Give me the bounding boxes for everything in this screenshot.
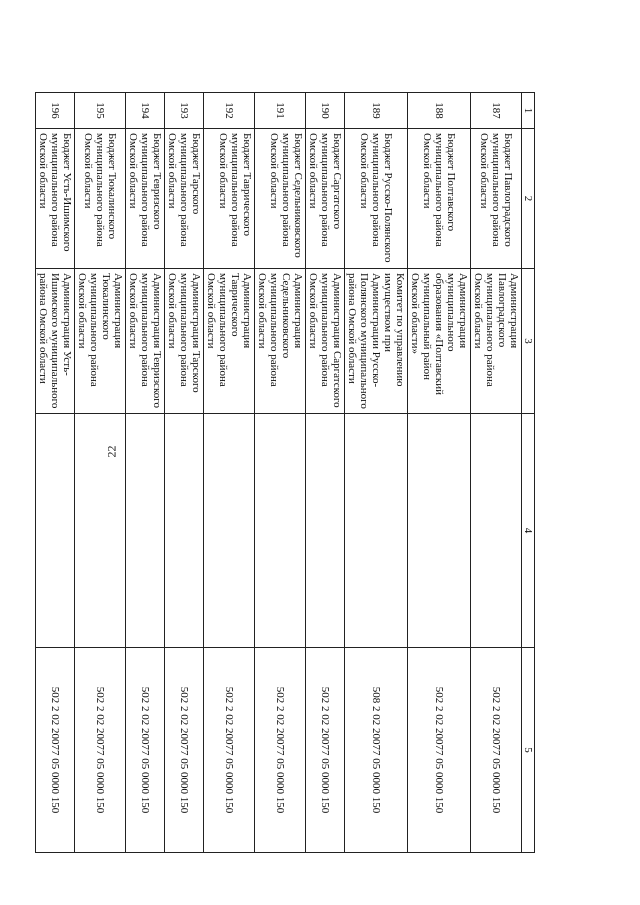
code-cell: 502 2 02 20077 05 0000 150 [126, 648, 165, 853]
row-number: 192 [204, 93, 255, 129]
table-row [36, 93, 75, 853]
empty-cell [126, 414, 165, 648]
row-number: 189 [345, 93, 408, 129]
administrator-cell: Администрация Тарского муниципального района Омской области [165, 269, 204, 414]
budget-cell: Бюджет Полтавского муниципального района Омской области [408, 129, 471, 269]
column-number: 5 [522, 648, 535, 853]
administrator-cell: Администрация Тюкалинского муниципального района Омской области [75, 269, 126, 414]
row-number: 187 [471, 93, 522, 129]
administrator-cell: Администрация Тевризского муниципального района Омской области [126, 269, 165, 414]
administrator-cell: Комитет по управлению имуществом при Администрации Русско-Полянского муниципального района Омской области [345, 269, 408, 414]
administrator-cell: Администрация Таврического муниципального района Омской области [204, 269, 255, 414]
row-number: 195 [75, 93, 126, 129]
column-number: 2 [522, 129, 535, 269]
table-row [408, 93, 471, 853]
rotated-table-container [37, 92, 535, 852]
row-number: 190 [306, 93, 345, 129]
empty-cell [255, 414, 306, 648]
empty-cell [165, 414, 204, 648]
budget-cell: Бюджет Тюкалинского муниципального района Омской области [75, 129, 126, 269]
empty-cell [471, 414, 522, 648]
column-number: 1 [522, 93, 535, 129]
code-cell: 502 2 02 20077 05 0000 150 [471, 648, 522, 853]
row-number: 193 [165, 93, 204, 129]
table-row [75, 93, 126, 853]
code-cell: 502 2 02 20077 05 0000 150 [255, 648, 306, 853]
budget-cell: Бюджет Седельниковского муниципального района Омской области [255, 129, 306, 269]
table-row [255, 93, 306, 853]
page-number: 22 [104, 445, 119, 458]
empty-cell [408, 414, 471, 648]
administrator-cell: Администрация Павлоградского муниципального района Омской области [471, 269, 522, 414]
table-row [345, 93, 408, 853]
column-number: 4 [522, 414, 535, 648]
table-row [471, 93, 522, 853]
budget-cell: Бюджет Саргатского муниципального района Омской области [306, 129, 345, 269]
budget-cell: Бюджет Павлоградского муниципального района Омской области [471, 129, 522, 269]
empty-cell [204, 414, 255, 648]
column-number: 3 [522, 269, 535, 414]
administrator-cell: Администрация Усть-Ишимского муниципального района Омской области [36, 269, 75, 414]
empty-cell [36, 414, 75, 648]
budget-cell: Бюджет Русско-Полянского муниципального района Омской области [345, 129, 408, 269]
row-number: 188 [408, 93, 471, 129]
table-row [306, 93, 345, 853]
code-cell: 502 2 02 20077 05 0000 150 [75, 648, 126, 853]
data-table [35, 92, 535, 853]
budget-cell: Бюджет Таврического муниципального района Омской области [204, 129, 255, 269]
table-row [165, 93, 204, 853]
row-number: 191 [255, 93, 306, 129]
code-cell: 502 2 02 20077 05 0000 150 [408, 648, 471, 853]
budget-cell: Бюджет Тевризского муниципального района Омской области [126, 129, 165, 269]
table-row [126, 93, 165, 853]
empty-cell [75, 414, 126, 648]
header-row [522, 93, 535, 853]
administrator-cell: Администрация муниципального образования «Полтавский муниципальный район Омской области» [408, 269, 471, 414]
empty-cell [306, 414, 345, 648]
budget-cell: Бюджет Усть-Ишимского муниципального района Омской области [36, 129, 75, 269]
empty-cell [345, 414, 408, 648]
code-cell: 502 2 02 20077 05 0000 150 [204, 648, 255, 853]
administrator-cell: Администрация Седельниковского муниципального района Омской области [255, 269, 306, 414]
row-number: 196 [36, 93, 75, 129]
budget-cell: Бюджет Тарского муниципального района Омской области [165, 129, 204, 269]
code-cell: 502 2 02 20077 05 0000 150 [36, 648, 75, 853]
code-cell: 508 2 02 20077 05 0000 150 [345, 648, 408, 853]
administrator-cell: Администрация Саргатского муниципального района Омской области [306, 269, 345, 414]
code-cell: 502 2 02 20077 05 0000 150 [306, 648, 345, 853]
table-row [204, 93, 255, 853]
code-cell: 502 2 02 20077 05 0000 150 [165, 648, 204, 853]
row-number: 194 [126, 93, 165, 129]
